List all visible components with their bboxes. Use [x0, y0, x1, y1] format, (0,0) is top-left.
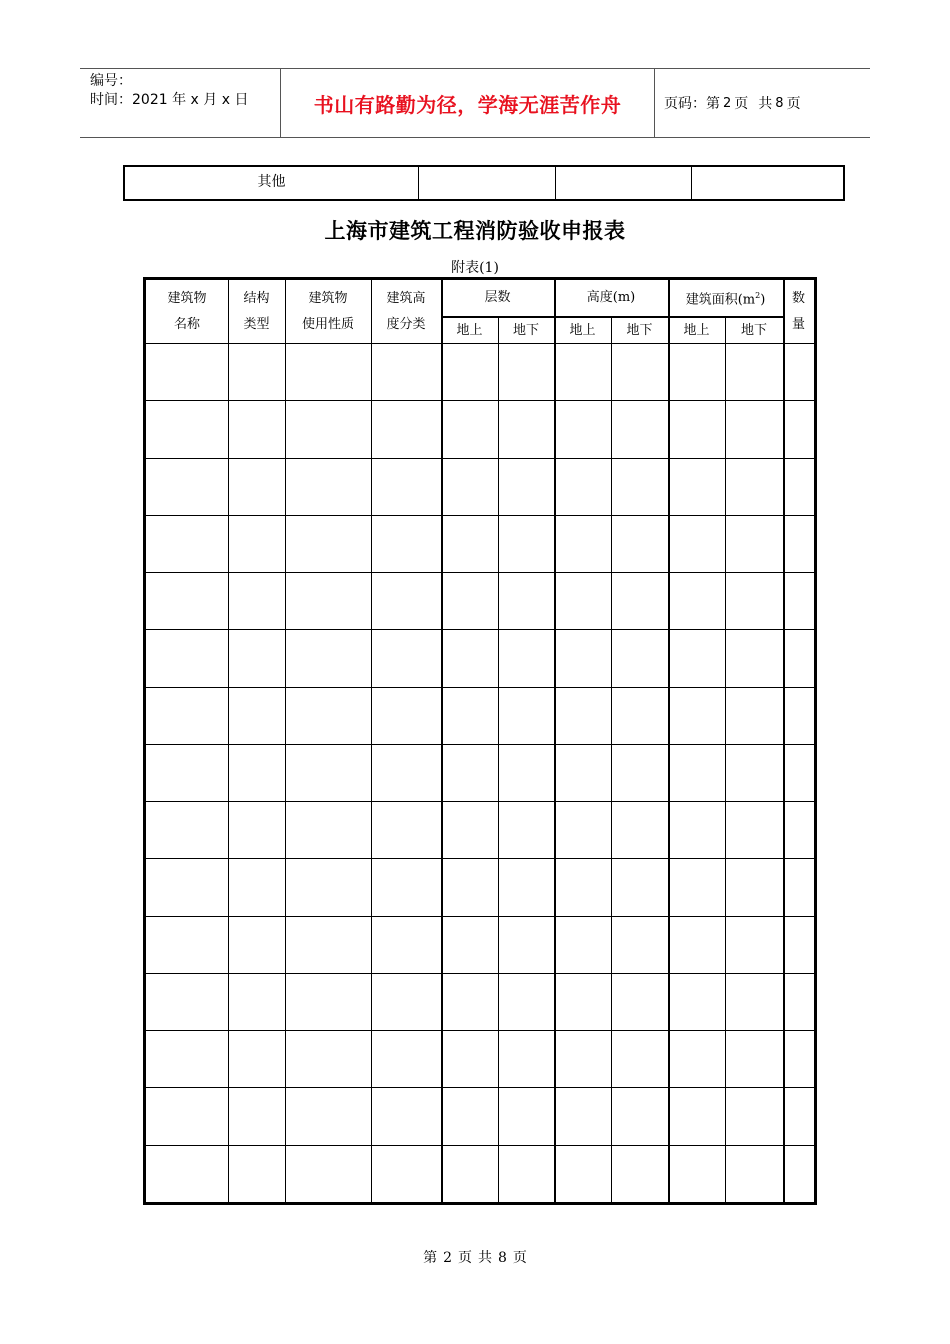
other-row: [123, 165, 845, 201]
table-row-line: [146, 458, 814, 459]
table-row-line: [146, 1145, 814, 1146]
header-meta: [80, 69, 281, 137]
table-column-line: [441, 280, 443, 1202]
table-row-line: [146, 572, 814, 573]
building-table: [143, 277, 817, 1205]
table-row-line: [146, 916, 814, 917]
header-height-class: 建筑高 度分类: [386, 290, 426, 332]
header-height-below: 地下: [626, 322, 653, 338]
serial-number-label: 编号：: [90, 73, 132, 89]
table-row-line: [146, 744, 814, 745]
table-column-line: [498, 318, 499, 1202]
header-area-below: 地下: [740, 322, 767, 338]
table-column-line: [228, 280, 229, 1202]
table-row-line: [146, 1030, 814, 1031]
header-motto-cell: [281, 69, 655, 137]
table-row-line: [146, 400, 814, 401]
header-area: 建筑面积$(m^2)$: [685, 290, 766, 308]
table-row-line: [146, 1087, 814, 1088]
header-floors: 层数: [484, 290, 511, 305]
table-row-line: [146, 515, 814, 516]
header-height-above: 地上: [569, 322, 596, 338]
other-row-cell[interactable]: [419, 167, 556, 199]
header-structure-type: 结构 类型: [243, 290, 270, 332]
other-row-label: 其他: [125, 167, 419, 199]
footer-total-suffix: 页: [512, 1250, 527, 1266]
table-row-line: [146, 687, 814, 688]
header-floors-below: 地下: [512, 322, 539, 338]
table-row-line: [146, 858, 814, 859]
page-number: 2: [723, 95, 732, 111]
form-subtitle: 附表(1): [451, 260, 499, 276]
table-column-line: [725, 318, 726, 1202]
form-title: 上海市建筑工程消防验收申报表: [324, 219, 626, 243]
page-footer: [0, 1247, 950, 1267]
table-row-line: [146, 973, 814, 974]
footer-page-suffix: 页: [458, 1250, 472, 1266]
header-height: 高度(m): [586, 290, 636, 305]
table-header-bottom: [146, 343, 814, 344]
table-header-divider: [441, 316, 783, 318]
footer-total-pages: 8: [498, 1250, 507, 1266]
header-floors-above: 地上: [456, 322, 483, 338]
header-area-above: 地上: [683, 322, 710, 338]
page-header: [80, 68, 870, 138]
other-row-cell[interactable]: [555, 167, 692, 199]
table-row-line: [146, 801, 814, 802]
table-column-line: [285, 280, 286, 1202]
footer-page-number: 2: [443, 1250, 452, 1266]
total-pages: 8: [775, 95, 784, 111]
footer-prefix: 第: [423, 1250, 438, 1266]
header-building-name: 建筑物 名称: [167, 290, 207, 332]
table-column-line: [554, 280, 556, 1202]
table-row-line: [146, 629, 814, 630]
header-usage: 建筑物 使用性质: [301, 290, 354, 332]
table-column-line: [783, 280, 785, 1202]
total-prefix: 共: [758, 96, 773, 112]
page-prefix: 页码：第: [664, 96, 720, 112]
total-suffix: 页: [786, 96, 801, 112]
page-mid: 页: [734, 96, 749, 112]
header-page-info: [654, 69, 870, 137]
table-column-line: [611, 318, 612, 1202]
table-column-line: [371, 280, 372, 1202]
motto-text: 书山有路勤为径，学海无涯苦作舟: [313, 92, 622, 117]
footer-total-prefix: 共: [478, 1250, 492, 1266]
header-quantity: 数 量: [791, 290, 805, 332]
table-column-line: [668, 280, 670, 1202]
date-label: 时间：2021 年 x 月 x 日: [90, 92, 249, 108]
